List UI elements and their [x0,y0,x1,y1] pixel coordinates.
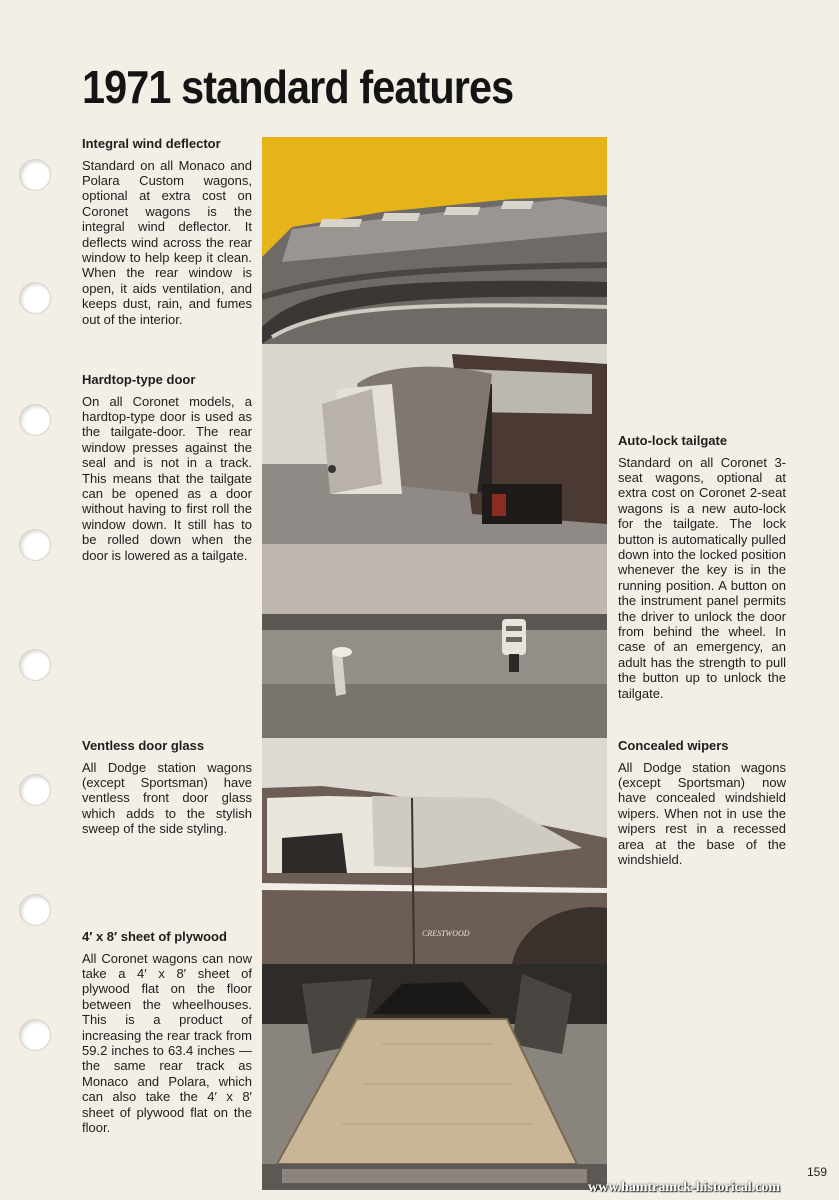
feature-heading: Integral wind deflector [82,136,221,151]
hardtop-door-photo [262,344,607,544]
feature-plywood [82,929,252,1135]
plywood-photo [262,964,607,1190]
feature-body: On all Coronet models, a hardtop-type door is used as the tailgate-door. The rear window presses against the seal and is not in a track. This means that the tailgate can be opened as a door without having to first roll the window down. It still has to be rolled down when the door is lowered as a tailgate. [82,393,252,563]
binder-hole-8 [20,1020,50,1050]
page-number: 159 [807,1165,828,1179]
feature-wind-deflector [82,136,252,327]
feature-heading: Hardtop-type door [82,372,196,387]
feature-body: All Dodge station wagons (except Sportsman) have ventless front door glass which adds to the stylish sweep of the side styling. [82,759,252,837]
binder-hole-5 [20,650,50,680]
feature-hardtop-door [82,372,252,563]
feature-heading: 4′ x 8′ sheet of plywood [82,929,227,944]
binder-hole-6 [20,775,50,805]
wind-deflector-photo [262,137,607,344]
binder-hole-4 [20,530,50,560]
feature-body: Standard on all Coronet 3-seat wagons, optional at extra cost on Coronet 2-seat wagons is a new auto-lock for the tailgate. The lock button is automatically pulled down into the locked position whenever the key is in the running position. A button on the instrument panel permits the driver to unlock the door from behind the wheel. In case of an emergency, an adult has the strength to pull the button up to unlock the tailgate. [618,454,786,701]
binder-hole-1 [20,160,50,190]
crestwood-badge: CRESTWOOD [422,929,470,938]
binder-hole-2 [20,283,50,313]
feature-body: Standard on all Monaco and Polara Custom wagons, optional at extra cost on Coronet wagons is the integral wind deflector. It deflects wind across the rear window to help keep it clean. When the rear window is open, it aids ventilation, and keeps dust, rain, and fumes out of the interior. [82,157,252,327]
feature-auto-lock [618,433,786,701]
auto-lock-photo [262,544,607,738]
ventless-glass-photo [262,738,607,964]
feature-body: All Coronet wagons can now take a 4′ x 8′ sheet of plywood flat on the floor between the wheelhouses. This is a product of increasing the rear track from 59.2 inches to 63.4 inches — the same rear track as Monaco and Polara, which can also take the 4′ x 8′ sheet of plywood flat on the floor. [82,950,252,1136]
page-title: 1971 standard features [82,61,514,113]
feature-heading: Concealed wipers [618,738,729,753]
feature-heading: Ventless door glass [82,738,205,753]
feature-ventless-glass [82,738,252,837]
binder-hole-7 [20,895,50,925]
binder-hole-3 [20,405,50,435]
feature-concealed-wipers [618,738,786,867]
watermark: www.hamtramck-historical.com [588,1180,781,1195]
feature-body: All Dodge station wagons (except Sportsman) now have concealed windshield wipers. When not in use the wipers rest in a recessed area at the base of the windshield. [618,759,786,868]
feature-heading: Auto-lock tailgate [618,433,728,448]
